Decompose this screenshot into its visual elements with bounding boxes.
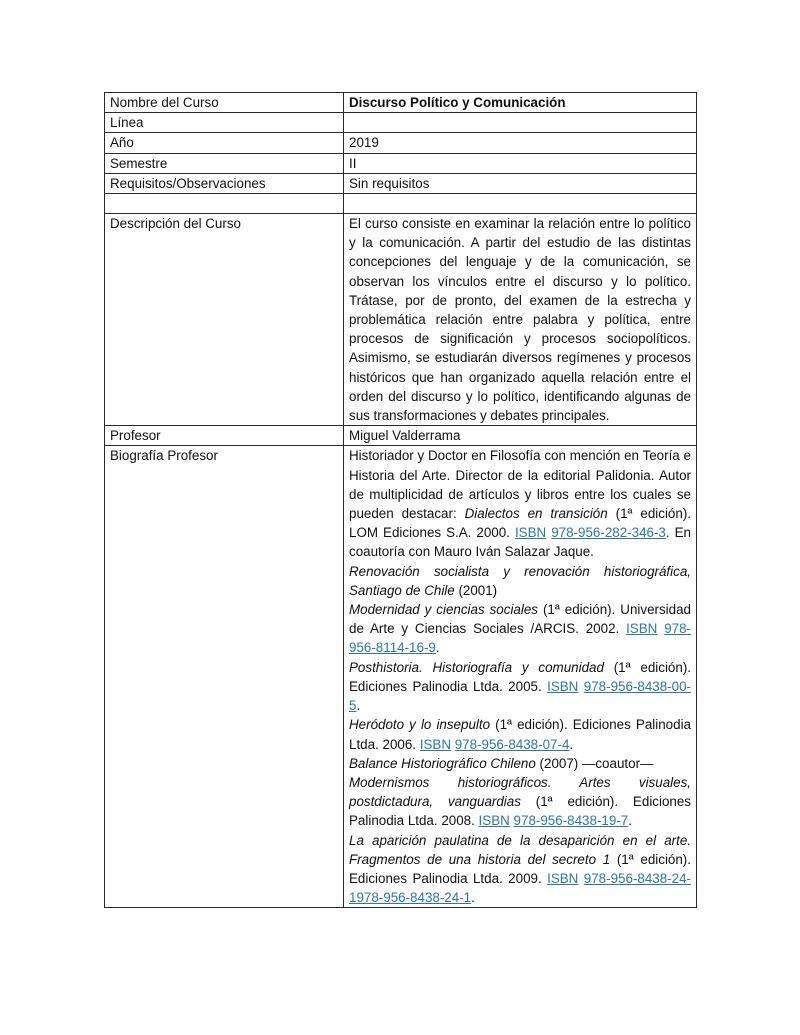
work-after: . En coautoría con Mauro Iván Salazar Jaque. [349,525,691,560]
table-row-semester [105,153,697,173]
course-name-label: Nombre del Curso [105,93,344,113]
isbn-number-link[interactable]: 978-956-8438-24-1978-956-8438-24-1 [349,870,691,906]
semester-label: Semestre [105,153,344,173]
work-title: Modernidad y ciencias sociales [349,602,538,618]
work-details: (1ª edición). LOM Ediciones S.A. 2000. [349,506,692,541]
requirements-label: Requisitos/Observaciones [105,173,344,193]
work-title: Balance Historiográfico Chileno [349,755,536,771]
biography-work-3 [349,658,691,716]
table-row-empty [105,194,697,214]
table-row-description [105,214,697,426]
biography-work-6 [349,773,691,831]
work-details: (2007) —coautor— [535,755,654,771]
work-details: (1ª edición). Universidad de Arte y Ciencias Sociales /ARCIS. 2002. [349,602,691,637]
isbn-label-link[interactable]: ISBN [419,736,451,752]
work-title: Modernismos historiográficos. Artes visuales, postdictadura, vanguardias [349,774,691,810]
isbn-number-link[interactable]: 978-956-8438-00-5 [349,678,691,714]
isbn-label-link[interactable]: ISBN [478,813,510,829]
biography-intro: Historiador y Doctor en Filosofía con mención en Teoría e Historia del Arte. Director de la editorial Palidonia. Autor de multiplicidad de artículos y libros entre los cuales se pueden destacar: [349,448,691,522]
biography-work-7 [349,831,691,908]
work-after: . [435,640,440,656]
work-details: (1ª edición). Ediciones Palinodia Ltda. 2006. [349,717,691,752]
work-title: Renovación socialista y renovación historiográfica, Santiago de Chile [349,563,691,598]
biography-work-1 [349,562,691,600]
description-label: Descripción del Curso [105,214,344,426]
work-title: Dialectos en transición [464,506,608,522]
empty-label [105,194,344,214]
line-label: Línea [105,113,344,133]
table-row-professor [105,426,697,446]
year-label: Año [105,133,344,153]
isbn-label-link[interactable]: ISBN [514,525,547,541]
table-row-requirements [105,173,697,193]
isbn-number-link[interactable]: 978-956-282-346-3 [551,525,666,541]
work-title: Posthistoria. Historiografía y comunidad [349,659,604,675]
work-details: (1ª edición). Ediciones Palinodia Ltda. 2005. [349,659,691,694]
table-row-course-name [105,93,697,113]
isbn-label-link[interactable]: ISBN [547,870,579,886]
biography-work-5 [349,754,691,773]
work-after: . [569,736,574,752]
isbn-number-link[interactable]: 978-956-8438-19-7 [513,813,629,829]
description-value: El curso consiste en examinar la relación entre lo político y la comunicación. A partir del estudio de las distintas concepciones del lenguaje y de la comunicación, se observan los vínculos entre el discurso y lo político. Trátase, por de pronto, del examen de la estrecha y problemática relación entre palabra y política, entre procesos de significación y procesos sociopolíticos. Asimismo, se estudiarán diversos regímenes y procesos históricos que han organizado aquella relación entre el orden del discurso y lo político, identificando algunas de sus transformaciones y debates principales. [344,214,697,426]
biography-work-4 [349,715,691,753]
course-info-table [104,92,697,908]
course-name-value: Discurso Político y Comunicación [344,93,697,113]
biography-value [344,446,697,908]
work-details: (1ª edición). Ediciones Palinodia Ltda. 2009. [349,851,691,886]
work-title: La aparición paulatina de la desaparición en el arte. Fragmentos de una historia del secreto 1 [349,832,691,867]
table-row-line [105,113,697,133]
biography-work-0 [349,446,691,561]
work-after: . [628,813,632,829]
table-row-year [105,133,697,153]
isbn-number-link[interactable]: 978-956-8438-07-4 [454,736,570,752]
table-row-biography [105,446,697,908]
isbn-label-link[interactable]: ISBN [547,678,579,694]
biography-label: Biografía Profesor [105,446,344,908]
work-after: . [471,890,475,906]
professor-label: Profesor [105,426,344,446]
biography-work-2 [349,600,691,658]
semester-value: II [344,153,697,173]
work-details: (2001) [454,582,498,598]
professor-value: Miguel Valderrama [344,426,697,446]
line-value [344,113,697,133]
work-title: Heródoto y lo insepulto [349,717,491,733]
work-details: (1ª edición). Ediciones Palinodia Ltda. 2008. [349,794,691,829]
requirements-value: Sin requisitos [344,173,697,193]
empty-value [344,194,697,214]
isbn-label-link[interactable]: ISBN [626,621,658,637]
isbn-number-link[interactable]: 978-956-8114-16-9 [349,621,691,656]
year-value: 2019 [344,133,697,153]
work-after: . [356,698,361,714]
